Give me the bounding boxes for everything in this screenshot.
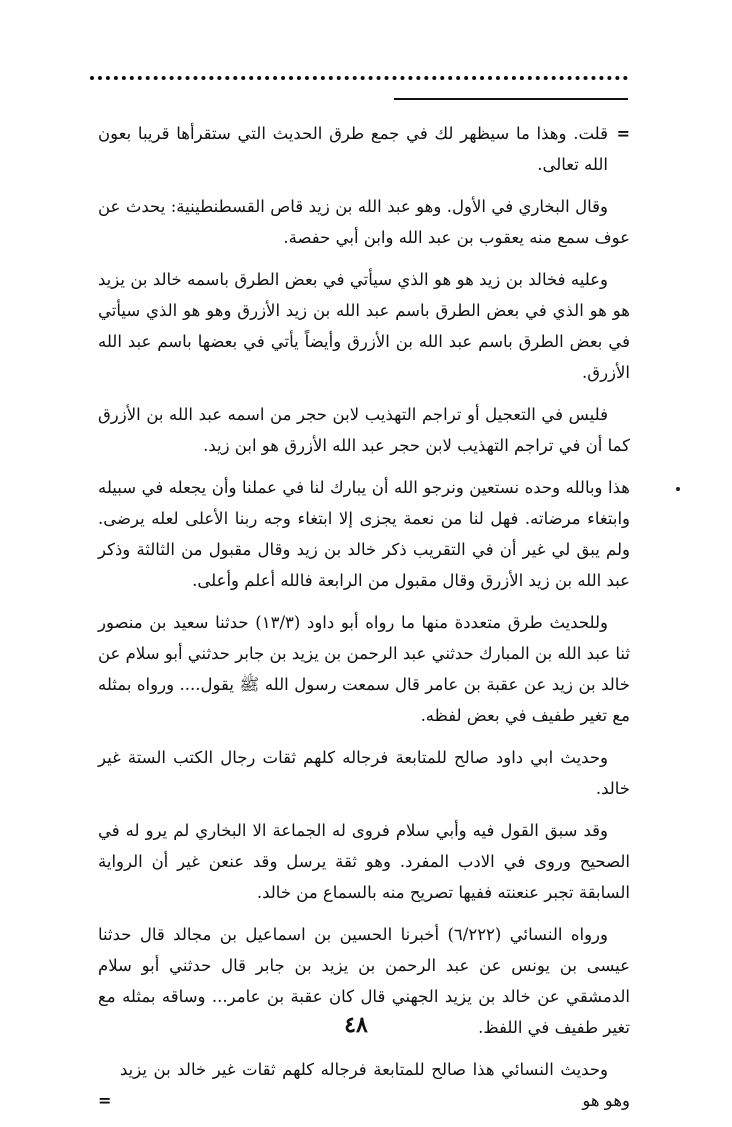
page-number: ٤٨ [344,1012,368,1038]
paragraph-7: وحديث ابي داود صالح للمتابعة فرجاله كلهم ثقات رجال الكتب الستة غير خالد. [98,748,630,798]
footnote-text [98,118,630,1127]
paragraph-3: وعليه فخالد بن زيد هو هو الذي سيأتي في بعض الطرق باسمه خالد بن يزيد هو هو الذي في بعض الطرق باسم عبد الله بن زيد الأزرق وهو هو الذي سيأتي في بعض الطرق باسم عبد الله بن الأزرق وأيضاً يأتي في بعضها باسم عبد الله الأزرق. [98,270,630,382]
margin-dot [676,487,680,491]
dotted-separator [90,76,628,80]
paragraph-9: ورواه النسائي (٦/٢٢٢) أخبرنا الحسين بن اسماعيل بن مجالد قال حدثنا عيسى بن يونس عن عبد الرحمن بن يزيد بن جابر قال حدثني أبو سلام الدمشقي عن خالد بن يزيد الجهني قال كان عقبة بن عامر... وساقه بمثله مع تغير طفيف في اللفظ. [98,925,630,1037]
paragraph-6: وللحديث طرق متعددة منها ما رواه أبو داود (١٣/٣) حدثنا سعيد بن منصور ثنا عبد الله بن المبارك حدثني عبد الرحمن بن يزيد بن جابر حدثني أبو سلام عن خالد بن زيد عن عقبة بن عامر قال سمعت رسول الله ﷺ يقول.... ورواه بمثله مع تغير طفيف في بعض لفظه. [98,613,630,725]
paragraph-1-text: قلت. وهذا ما سيظهر لك في جمع طرق الحديث التي ستقرأها قريبا بعون الله تعالى. [98,124,608,174]
paragraph-5: هذا وبالله وحده نستعين ونرجو الله أن يبارك لنا في عملنا وأن يجعله في سبيله وابتغاء مرضاته. فهل لنا من نعمة يجزى إلا ابتغاء وجه ربنا الأعلى لعله يرضى. ولم يبق لي غير أن في التقريب ذكر خالد بن زيد وقال مقبول من الثالثة وذكر عبد الله بن زيد الأزرق وقال مقبول من الرابعة فالله أعلم وأعلى. [98,478,630,590]
paragraph-2: وقال البخاري في الأول. وهو عبد الله بن زيد قاص القسطنطينية: يحدث عن عوف سمع منه يعقوب بن عبد الله وابن أبي حفصة. [98,197,630,247]
paragraph-4: فليس في التعجيل أو تراجم التهذيب لابن حجر من اسمه عبد الله بن الأزرق كما أن في تراجم التهذيب لابن حجر عبد الله الأزرق هو ابن زيد. [98,405,630,455]
paragraph-8: وقد سبق القول فيه وأبي سلام فروى له الجماعة الا البخاري لم يرو له في الصحيح وروى في الادب المفرد. وهو ثقة يرسل وقد عنعن غير أن الرواية السابقة تجبر عنعنته ففيها تصريح منه بالسماع من خالد. [98,821,630,902]
footnote-rule [394,98,628,100]
continuation-mark-end: = [98,1091,112,1110]
paragraph-10 [98,1054,630,1116]
continuation-mark-start: = [616,124,630,143]
paragraph-10-text: وحديث النسائي هذا صالح للمتابعة فرجاله كلهم ثقات غير خالد بن يزيد وهو هو [120,1060,630,1110]
paragraph-1 [98,118,630,180]
